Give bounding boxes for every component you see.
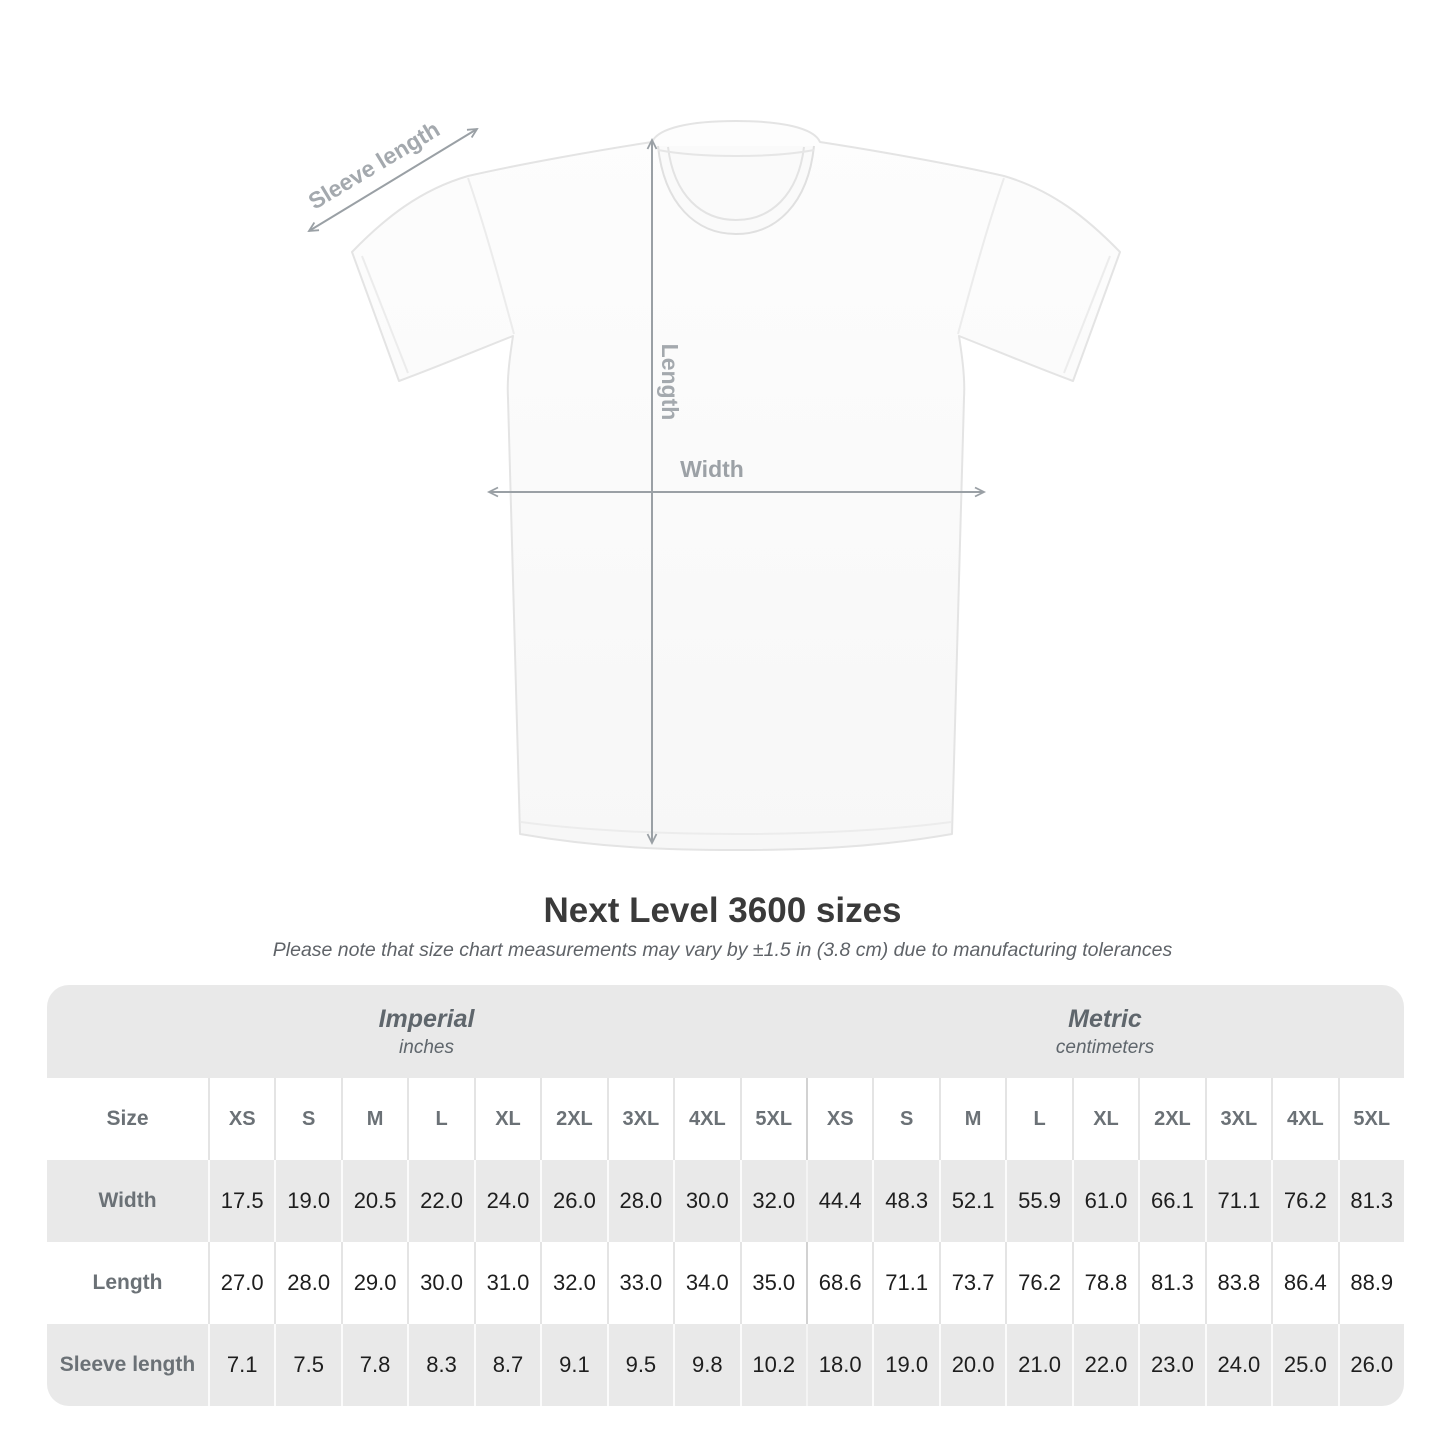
value-cell: 61.0 xyxy=(1072,1160,1138,1242)
table-rows xyxy=(47,1160,1404,1406)
value-cell: 8.7 xyxy=(474,1324,540,1406)
unit-group-unit: inches xyxy=(399,1036,454,1058)
value-cell: 7.1 xyxy=(208,1324,274,1406)
value-cell: 27.0 xyxy=(208,1242,274,1324)
value-cell: 20.5 xyxy=(341,1160,407,1242)
size-col-header: 3XL xyxy=(1205,1078,1271,1160)
size-col-header: 4XL xyxy=(1271,1078,1337,1160)
unit-group-metric xyxy=(806,985,1404,1078)
size-col-header: 3XL xyxy=(607,1078,673,1160)
size-col-header: S xyxy=(274,1078,340,1160)
value-cell: 28.0 xyxy=(274,1242,340,1324)
value-cell: 31.0 xyxy=(474,1242,540,1324)
value-cell: 86.4 xyxy=(1271,1242,1337,1324)
value-cell: 17.5 xyxy=(208,1160,274,1242)
value-cell: 10.2 xyxy=(740,1324,806,1406)
size-header-row xyxy=(47,1078,1404,1160)
size-col-header: 5XL xyxy=(1338,1078,1404,1160)
value-cell: 21.0 xyxy=(1005,1324,1071,1406)
size-col-header: XL xyxy=(1072,1078,1138,1160)
value-cell: 24.0 xyxy=(474,1160,540,1242)
size-col-header: M xyxy=(341,1078,407,1160)
value-cell: 83.8 xyxy=(1205,1242,1271,1324)
value-cell: 48.3 xyxy=(872,1160,938,1242)
size-table xyxy=(47,985,1404,1406)
value-cell: 18.0 xyxy=(806,1324,872,1406)
row-label: Width xyxy=(98,1189,157,1212)
value-cell: 88.9 xyxy=(1338,1242,1404,1324)
value-cell: 30.0 xyxy=(407,1242,473,1324)
value-cell: 23.0 xyxy=(1138,1324,1204,1406)
value-cell: 66.1 xyxy=(1138,1160,1204,1242)
value-cell: 22.0 xyxy=(1072,1324,1138,1406)
tolerance-note: Please note that size chart measurements may vary by ±1.5 in (3.8 cm) due to manufacturing tolerances xyxy=(272,939,1173,961)
value-cell: 25.0 xyxy=(1271,1324,1337,1406)
value-cell: 9.5 xyxy=(607,1324,673,1406)
size-col-header: XS xyxy=(806,1078,872,1160)
size-col-header: 4XL xyxy=(673,1078,739,1160)
value-cell: 71.1 xyxy=(872,1242,938,1324)
unit-group-name: Metric xyxy=(1068,1004,1142,1033)
value-cell: 8.3 xyxy=(407,1324,473,1406)
value-cell: 55.9 xyxy=(1005,1160,1071,1242)
value-cell: 7.8 xyxy=(341,1324,407,1406)
value-cell: 26.0 xyxy=(540,1160,606,1242)
size-col-header: 2XL xyxy=(1138,1078,1204,1160)
value-cell: 33.0 xyxy=(607,1242,673,1324)
value-cell: 73.7 xyxy=(939,1242,1005,1324)
value-cell: 76.2 xyxy=(1271,1160,1337,1242)
width-label: Width xyxy=(680,456,744,482)
value-cell: 52.1 xyxy=(939,1160,1005,1242)
value-cell: 9.1 xyxy=(540,1324,606,1406)
tshirt-illustration xyxy=(352,121,1120,850)
unit-group-unit: centimeters xyxy=(1055,1036,1155,1058)
value-cell: 7.5 xyxy=(274,1324,340,1406)
value-cell: 22.0 xyxy=(407,1160,473,1242)
value-cell: 28.0 xyxy=(607,1160,673,1242)
sleeve-length-label: Sleeve length xyxy=(303,115,445,215)
value-cell: 81.3 xyxy=(1338,1160,1404,1242)
measurement-row-sleeve-length xyxy=(47,1324,1404,1406)
value-cell: 24.0 xyxy=(1205,1324,1271,1406)
unit-group-name: Imperial xyxy=(378,1004,475,1033)
size-col-header: M xyxy=(939,1078,1005,1160)
size-col-header: 5XL xyxy=(740,1078,806,1160)
value-cell: 29.0 xyxy=(341,1242,407,1324)
size-col-header: XL xyxy=(474,1078,540,1160)
row-label: Length xyxy=(92,1271,163,1294)
page-title: Next Level 3600 sizes xyxy=(543,891,902,930)
size-col-header: S xyxy=(872,1078,938,1160)
measurement-row-length xyxy=(47,1242,1404,1324)
value-cell: 68.6 xyxy=(806,1242,872,1324)
value-cell: 81.3 xyxy=(1138,1242,1204,1324)
value-cell: 30.0 xyxy=(673,1160,739,1242)
table-unit-header xyxy=(47,985,1404,1078)
size-corner-label: Size xyxy=(106,1107,149,1130)
value-cell: 20.0 xyxy=(939,1324,1005,1406)
value-cell: 35.0 xyxy=(740,1242,806,1324)
value-cell: 26.0 xyxy=(1338,1324,1404,1406)
value-cell: 32.0 xyxy=(540,1242,606,1324)
size-col-header: L xyxy=(407,1078,473,1160)
unit-group-imperial xyxy=(47,985,806,1078)
size-col-header: XS xyxy=(208,1078,274,1160)
size-col-header: L xyxy=(1005,1078,1071,1160)
value-cell: 19.0 xyxy=(274,1160,340,1242)
size-col-header: 2XL xyxy=(540,1078,606,1160)
value-cell: 9.8 xyxy=(673,1324,739,1406)
value-cell: 19.0 xyxy=(872,1324,938,1406)
value-cell: 71.1 xyxy=(1205,1160,1271,1242)
length-label: Length xyxy=(657,343,683,421)
value-cell: 44.4 xyxy=(806,1160,872,1242)
value-cell: 32.0 xyxy=(740,1160,806,1242)
value-cell: 76.2 xyxy=(1005,1242,1071,1324)
measurement-row-width xyxy=(47,1160,1404,1242)
value-cell: 34.0 xyxy=(673,1242,739,1324)
row-label: Sleeve length xyxy=(59,1353,196,1376)
value-cell: 78.8 xyxy=(1072,1242,1138,1324)
